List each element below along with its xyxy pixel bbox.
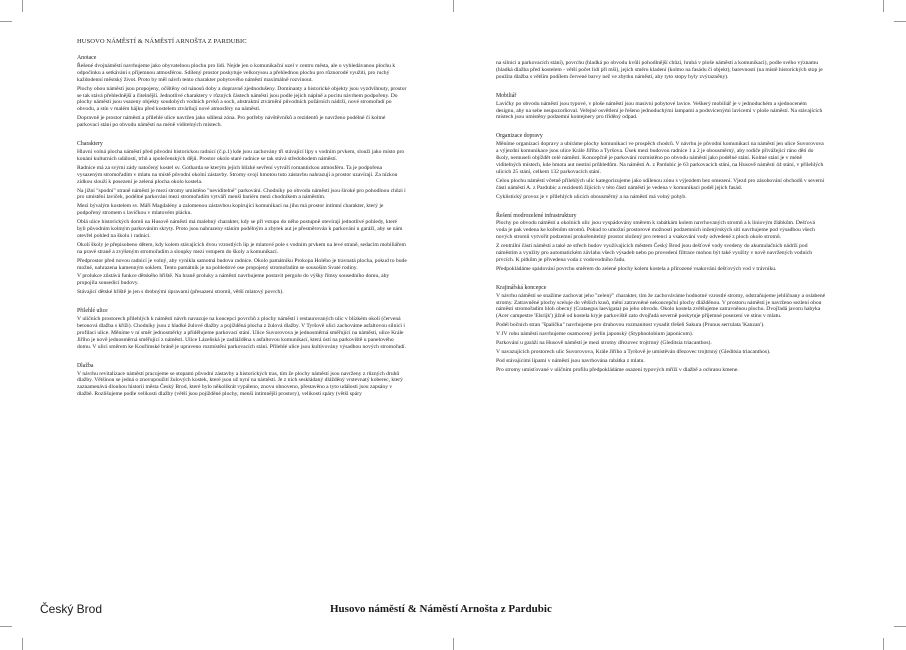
document-title: HUSOVO NÁMĚSTÍ & NÁMĚSTÍ ARNOŠTA Z PARDUBIC bbox=[77, 38, 247, 45]
paragraph: V navazujících prostorech ulic Suvorovova, Krále Jiřího a Tyršově je umístěván dřezovec trojtrnný (Gleditsia triacanthos). bbox=[496, 349, 771, 355]
paragraph: Podél bočních stran "špalíčku" navrhujeme pro druhovou rozmanitost vysadit třešeň Sakura (Prunus serrulata 'Kanzan'). bbox=[496, 322, 765, 329]
paragraph: Hlavní volná plocha náměstí před původní historickou radnicí (č.p.1) kde jsou zachovány tři stávající lípy s vodním prvkem, slouží jako místo pro konání kulturních událostí, trhů a společenských dějů. Prostor okolo staré radnice se tak stává středobodem náměstí. bbox=[77, 148, 405, 162]
paragraph: Celou plochu náměstí včetně přilehlých ulic kategorizujeme jako sdílenou zónu s výjezdem bez omezení. Vjezd pro zásobování obchodů v severní části náměstí A. z Pardubic a rezidentů žijících v této části náměstí je vedena v komunikaci podél jejich fasád. bbox=[496, 177, 825, 191]
section-heading: Charaktery bbox=[77, 141, 103, 148]
section-heading: Řešení modrozelené infrastruktury bbox=[496, 212, 577, 219]
crop-mark bbox=[883, 0, 884, 12]
paragraph: Okolí školy je přepisobeno dětem, kdy kolem stávajících dvou vzrostlých lip je mlatové pole s vodním prvkem na levé straně, sedacím mobiliářem na pravé straně a zvýšeným stromořadím a sloupky mezi vstupem do školy a komunikací. bbox=[77, 241, 406, 255]
paragraph: Oblá ulice historických domů na Husově náměstí má malebný charakter, kdy se při vstupu do něho postupně otevírají jednotlivé pohledy, které byli původním kolmým parkováním skryty. Proto jsou nahrazeny stáním podélným a zbytek aut je přesměrován k parkování u garáží, aby se nám otevřel pohled na školu i radnici. bbox=[77, 219, 403, 239]
paragraph: V uličních prostorech přilehlých k náměstí návrh navazuje na koncepci povrchů z plochy náměstí i restaurovaných ulic v blízkém okolí (červená betonová dlažba s kříži). Chodníky jsou z hladké žulové dlažby a pojížděná plocha z žulová dlažby. V Tyršově ulici zachováme asfaltovou silnici i profilaci ulice. Měníme v ní směr jednosměrky a přidělujeme parkovací stání. Ulice Suvorovova je jednosměrná směřující na náměstí, ulice Krále Jiřího je nově jednosměrná směřující z náměstí. Ulice Lázeňská je zadlážděna s asfaltovou komunikací, která ústí na parkoviště u panelového domu. V ulici směrem ke Kouřimské bráně je upraveno rozmístění parkovacích stání. Přilehlé ulice jsou kultivovány výsadbou nových stromořadí. bbox=[77, 316, 406, 350]
section-heading: Přilehlé ulice bbox=[77, 308, 108, 315]
crop-mark bbox=[22, 638, 23, 650]
paragraph: V JV rohu náměstí navrhujeme osamocený jerlín japonský (Styphnolobium japonicum). bbox=[496, 331, 694, 338]
crop-mark bbox=[453, 0, 454, 12]
crop-mark bbox=[894, 21, 906, 22]
section bbox=[77, 363, 407, 399]
paragraph: Na jižní "spodní" straně náměstí je mezi stromy umístěno "neviditelné" parkování. Chodníky po obvodu náměstí jsou široké pro pohodlnou chůzi i pro umístění laviček, podélné parkování mezi stromořadím vytváří menší bariéru mezi chodníkem a náměstím. bbox=[77, 187, 406, 201]
paragraph: Pod stávajícími lípami v náměstí jsou navrhována rabátka z mlatu. bbox=[496, 357, 645, 364]
paragraph: Předpokládáme spádování povrchu směrem do zelené plochy kolem kostela a přirozené vsakování dešťových vod v trávníku. bbox=[496, 265, 777, 272]
section-heading: Dlažba bbox=[77, 362, 94, 369]
right-column bbox=[496, 60, 826, 386]
crop-mark bbox=[894, 626, 906, 627]
paragraph: Lavičky po obvodu náměstí jsou typové, v ploše náměstí jsou masivní pobytové lavice. Veškerý mobiliář je v jednoduchém a sjednoceném designu, aby na sebe neupozorňoval. Veřejné osvětlení je řešeno jednoduchými lampami a podsvícenými lavicemi v ploše náměstí. Na stávajících místech jsou umístěny podzemní kontejnery pro tříděný odpad. bbox=[496, 100, 823, 121]
footer-town: Český Brod bbox=[40, 602, 103, 616]
paragraph: Cyklistický provoz je v přilehlých ulicích obousměrný a na náměstí má volný pohyb. bbox=[496, 193, 687, 200]
paragraph: Řešené dvojnáměstí navrhujeme jako obyvatelnou plochu pro lidi. Nejde jen o komunikační uzel v centru města, ale o vyhledávanou plochu k odpočinku a setkávání s příjemnou atmosférou. Sdílený prostor poskytuje velkorysou a přehlednou plochu pro různorodé využití, pro ruchý každodenní městský život. Proto by měl návrh tento charakter pobytového náměstí maximálně rozvinout. bbox=[77, 62, 396, 83]
paragraph: Z centrální části náměstí a také ze střech budov využívajících městem Český Brod jsou dešťové vody svedeny do akumulačních nádrží pod náměstím a využity pro automatickém závlahu všech výsadeb nebo po provedení filtrace mohou být také využity v nově navržených vodních prvcích. K pitkům je přivedena voda z vodovodního řadu. bbox=[496, 243, 813, 263]
section bbox=[496, 213, 826, 273]
section bbox=[77, 141, 407, 296]
section-heading: Organizace dopravy bbox=[496, 133, 543, 140]
paragraph: Plochy po obvodu náměstí a okolních ulic jsou vyspádovány směrem k rabátkám kolem navrhovaných stromů a k liniovým žlábkům. Dešťová voda je pak vedena ke kořenům stromů. Pokud to umožní prostorové možnosti podzemních inženýrských sítí navrhujeme pod výsadbou všech nových stromů vytvořit podzemní prokořenitelný prostor složený pro retenci a vsakování vody odvedené z ploch okolo stromů. bbox=[496, 220, 815, 241]
section bbox=[496, 60, 826, 81]
section-heading: Krajinářská koncepce bbox=[496, 284, 547, 291]
paragraph: Pro stromy umisťované v uličním profilu předpokládáme osazení typových mříží v dlažbě a ochranu kmene. bbox=[496, 366, 739, 373]
paragraph: Parkování u garáží na Husově náměstí je mezi stromy dřezovec trojtrnný (Gleditsia triacanthos). bbox=[496, 340, 712, 347]
paragraph: Plochy obou náměstí jsou propojeny, očištěny od nánosů doby a dopravně zjednodušeny. Dominanty a historické objekty jsou vyzdvihnuty, prostor se tak stává přehlednější a čitelnější. Jednotlivé charaktery v různých částech náměstí jsou podle jejich náplně a pocitu návrhem podpořeny. Do plochy náměstí jsou vsazeny objekty soudobých vodních prvků a soch, abstraktní ztvárnění původních požárních nádrží, nové stromořadí po obvodu, a stín v malém hájku před kostelem ztvárňují nové atmosféry na náměstí. bbox=[77, 85, 407, 113]
paragraph: Předprostor před novou radnicí je volný, aby vynikla samotná budova radnice. Okolo památníku Prokopa Holého je travnatá plocha, pokud to bude možné, nahrazena kamenným soklem. Tento památník je na pohledové ose propojený stromořadím se sousoším Svaté rodiny. bbox=[77, 257, 407, 271]
crop-mark bbox=[22, 0, 23, 12]
paragraph: Stávající dětské hřiště je jen s drobnými úpravami (přesazení stromů, větší mlatový povrch). bbox=[77, 289, 284, 296]
section bbox=[496, 93, 826, 122]
section bbox=[496, 285, 826, 374]
section bbox=[496, 133, 826, 200]
paragraph: V prolukce zůstává funkce dětského hřiště. Na hraně proluky a náměstí navrhujeme postavit pergolu do výšky římsy sousedního domu, aby propojila sousedící budovy. bbox=[77, 273, 390, 287]
section bbox=[77, 55, 407, 129]
crop-mark bbox=[0, 21, 12, 22]
footer-title: Husovo náměstí & Náměstí Arnošta z Pardubic bbox=[330, 603, 552, 615]
paragraph: V návrhu náměstí se snažíme zachovat jeho "zelený" charakter, tím že zachováváme hodnotné vzrostlé stromy, odstraňujeme jehličnany a oslabené stromy. Zatravněné plochy sceluje do větších kusů, mění zatravněné nekoncepční plochy dlážděnou. V prostoru náměstí je navrženo sezlení obou náměstí stromořadím hloh obecný (Crataegus laevigata) po jeho obvodu. Okolo kostela zvětšujeme zatravněnou plochu. Dvojřadá javoru habyka (Acer campestre 'Elsrijk') jižně od kostela kryje parkoviště zato dvojřadá severně poskytuje příjemné posezení ve stínu v mlatu. bbox=[496, 292, 826, 320]
paragraph: Mezi bývalým kostelem sv. Máří Magdalény a zalomenou zástavbou kopírující komunikaci na jihu má prostor intimní charakter, který je podpořený stromem s lavičkou v mlatovém plácku. bbox=[77, 203, 384, 217]
crop-mark bbox=[883, 638, 884, 650]
section-heading: Anotace bbox=[77, 55, 97, 61]
right-sections bbox=[496, 60, 826, 374]
left-sections bbox=[77, 55, 407, 398]
crop-mark bbox=[453, 638, 454, 650]
section-heading: Mobiliář bbox=[496, 92, 517, 99]
paragraph: V návrhu revitalizace náměstí pracujeme se stopami původní zástavby a historických tras, tím že plochy náměstí jsou navrženy z různých druhů dlažby. Většinou se jedná o znovupoužití žulových kostek, které jsou už nyní na náměstí. Je z nich seskládaný dlážděný vrstevnatý koberec, který zaznamenává dlouhou historii města Český Brod, které bylo několikrát vypáleno, znovu obnoveno, přestavěno a tyto události jsou zapsány v dlažbě. Rozlišujeme podle velikosti dlažby (větší jsou pojížděné plochy, menší intimnější prostory), velikosti spáry (větší spáry bbox=[77, 370, 403, 398]
crop-mark bbox=[0, 626, 12, 627]
paragraph: Měníme organizaci dopravy a ubíráme plochy komunikací ve prospěch chodců. V návrhu je původní komunikaci na náměstí jen ulice Suvorovova a výjezdní komunikace jsou ulice Krále Jiřího a Tyršova. Úsek mezi budovou radnice 1 a 2 je obousměrný, aby rodiče přivážející ráno děti do školy, nemuseli objíždět celé náměstí. Koncepčně je parkování rozmístěno po obvodu náměstí jako podélné stání. Kolmé stání je v méně viditelných místech, kde hmota aut nestíní průhledům. Na náměstí A. z Pardubic je 63 parkovacích stání, na Husově náměstí 44 stání, v přilehlých ulicích 25 stání, celkem 132 parkovacích stání. bbox=[496, 141, 824, 175]
section bbox=[77, 308, 407, 350]
paragraph: Radnice má za svými zády natočený kostel sv. Gotharda se kterým jejich blízké sevření vytváří romantickou atmosféru. Ta je podpořena vysazeným stromořadím v mlatu na místě původní okolní zástavby. Stromy svojí hmotou tuto zástavbu nahrazují a prostor uzavírají. Za nízkou zídkou slouží k posezení je zelená plocha okolo kostela. bbox=[77, 164, 398, 185]
paragraph: na silnici a parkovacích stání), povrchu (hladká po obvodu kvůli pohodlnější chůzi, hrubá v ploše náměstí a komunikaci), podle svého významu (hladká dlažba před kostelem - větší počet lidí při mši), jejich směru kladení (kolmo na fasádu či objekt), barevnosti (na místě historických stop je použita dlažba s větším podílem červené barvy než ve zbytku náměstí, aby tyto stopy byly zvýrazněny). bbox=[496, 60, 823, 80]
left-column bbox=[77, 38, 407, 410]
paragraph: Dopravně je prostor náměstí a přilehlé ulice navržen jako sdílená zóna. Pro potřeby návštěvníků a rezidentů je navrženo podélné či kolmé parkovací stání po obvodu náměstí na méně viditelných místech. bbox=[77, 115, 386, 129]
